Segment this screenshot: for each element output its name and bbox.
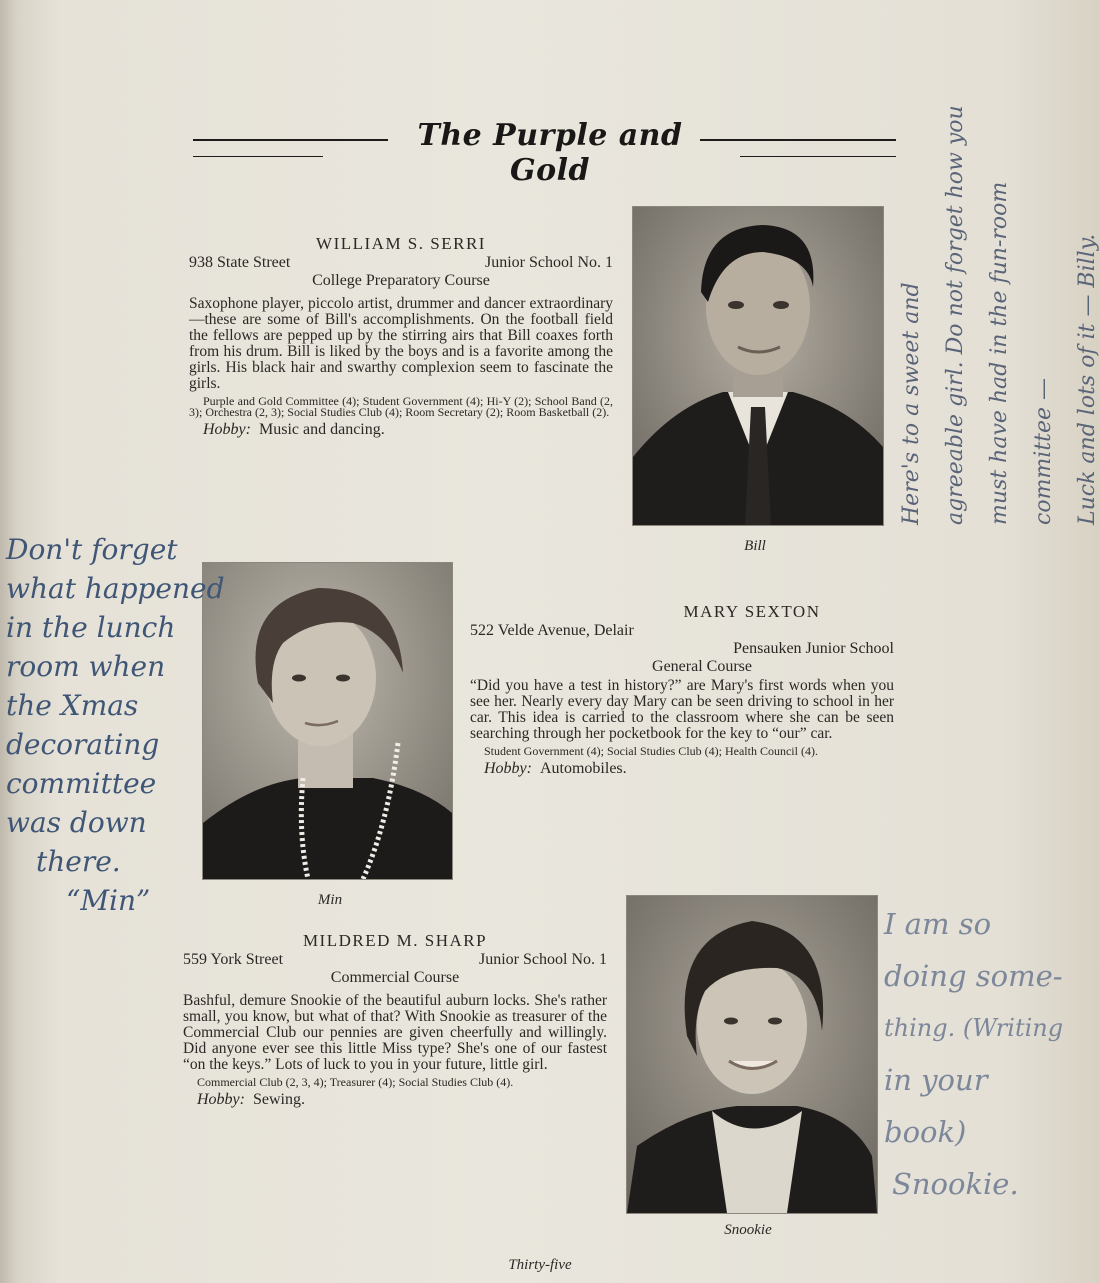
hobby-label: Hobby:: [197, 1091, 245, 1108]
hobby-value: Automobiles.: [539, 760, 627, 777]
course: College Preparatory Course: [312, 272, 490, 289]
handwritten-line: the Xmas: [6, 689, 139, 722]
page-title: The Purple and Gold: [417, 118, 683, 188]
street-address: 938 State Street: [189, 254, 291, 271]
hobby-line: [470, 760, 894, 778]
entry-william-serri: [189, 234, 613, 439]
handwritten-line: in the lunch: [6, 611, 176, 644]
biography: Saxophone player, piccolo artist, drummer and dancer extraordinary—these are some of Bill's accomplishments. On the football field the fellows are pepped up by the stirring airs that Bill coaxes forth from his drum. Bill is liked by the boys and is a favorite among the girls. His black hair and swarthy complexion seem to fascinate the girls.: [189, 295, 613, 392]
handwritten-line: in your: [884, 1063, 988, 1097]
activities: Commercial Club (2, 3, 4); Treasurer (4); Social Studies Club (4).: [197, 1075, 514, 1089]
handwritten-line: thing. (Writing: [884, 1014, 1064, 1042]
handwritten-signature: Snookie.: [892, 1167, 1019, 1201]
handwritten-signature: “Min”: [66, 884, 151, 917]
street-address: 522 Velde Avenue, Delair: [470, 622, 634, 639]
address-row: [189, 254, 613, 272]
hobby-line: [183, 1091, 607, 1109]
junior-school: Junior School No. 1: [485, 254, 613, 271]
course: General Course: [652, 658, 752, 675]
header-rule-left: [193, 139, 388, 141]
handwritten-line: what happened: [6, 572, 225, 605]
portrait-bill-image: [633, 207, 883, 525]
hobby-line: [189, 421, 613, 439]
student-name: WILLIAM S. SERRI: [316, 234, 486, 253]
handwritten-note-snookie: [884, 898, 1063, 1210]
handwritten-note-min: [6, 530, 225, 920]
photo-caption-min: Min: [317, 892, 343, 908]
handwritten-line: doing some-: [884, 959, 1063, 993]
handwritten-line: Here's to a sweet and: [899, 282, 924, 525]
handwritten-line: committee —: [1031, 377, 1056, 525]
entry-mildred-sharp: [183, 931, 607, 1109]
junior-school: Pensauken Junior School: [733, 640, 894, 657]
handwritten-line: committee: [6, 767, 157, 800]
hobby-label: Hobby:: [484, 760, 532, 777]
handwritten-line: room when: [6, 650, 166, 683]
handwritten-line: was down: [6, 806, 147, 839]
hobby-label: Hobby:: [203, 421, 251, 438]
handwritten-line: decorating: [6, 728, 160, 761]
portrait-photo-min: [202, 562, 453, 880]
photo-caption-bill: Bill: [744, 538, 766, 554]
portrait-snookie-image: [627, 896, 877, 1213]
portrait-photo-snookie: [626, 895, 878, 1214]
handwritten-line: book): [884, 1115, 967, 1149]
hobby-value: Sewing.: [252, 1091, 305, 1108]
page-number: Thirty-five: [508, 1257, 572, 1273]
hobby-value: Music and dancing.: [258, 421, 385, 438]
activities: Purple and Gold Committee (4); Student Government (4); Hi-Y (2); School Band (2, 3); Orchestra (2, 3); Social Studies Club (4); Room Secretary (2); Room Basketball (2).: [189, 394, 613, 419]
header-rule-right-lower: [740, 156, 896, 157]
address-row: [183, 951, 607, 969]
handwritten-line: there.: [36, 845, 121, 878]
portrait-min-image: [203, 563, 452, 879]
course: Commercial Course: [330, 969, 460, 986]
header-rule-left-lower: [193, 156, 323, 157]
portrait-photo-bill: [632, 206, 884, 526]
biography: “Did you have a test in history?” are Mary's first words when you see her. Nearly every day Mary can be seen driving to school in her car. This idea is carried to the classroom where she can be seen searching through her pocketbook for the key to “our” car.: [470, 677, 894, 742]
handwritten-line: Luck and lots of it — Billy.: [1075, 233, 1100, 525]
handwritten-line: must have had in the fun-room: [987, 181, 1012, 525]
handwritten-line: I am so: [884, 907, 992, 941]
handwritten-note-billy: [890, 105, 1100, 525]
junior-school: Junior School No. 1: [479, 951, 607, 968]
entry-mary-sexton: [470, 602, 894, 778]
activities: Student Government (4); Social Studies Club (4); Health Council (4).: [484, 744, 818, 758]
street-address: 559 York Street: [183, 951, 284, 968]
biography: Bashful, demure Snookie of the beautiful auburn locks. She's rather small, you know, but what of that? With Snookie as treasurer of the Commercial Club our pennies are given cheerfully and willingly. Did anyone ever see this little Miss type? She's one of our fastest “on the keys.” Lots of luck to you in your future, little girl.: [183, 992, 607, 1073]
photo-caption-snookie: Snookie: [724, 1222, 772, 1238]
header-rule-right: [700, 139, 896, 141]
student-name: MARY SEXTON: [683, 602, 821, 621]
student-name: MILDRED M. SHARP: [302, 931, 488, 950]
handwritten-line: agreeable girl. Do not forget how you: [943, 105, 968, 525]
handwritten-line: Don't forget: [6, 533, 178, 566]
